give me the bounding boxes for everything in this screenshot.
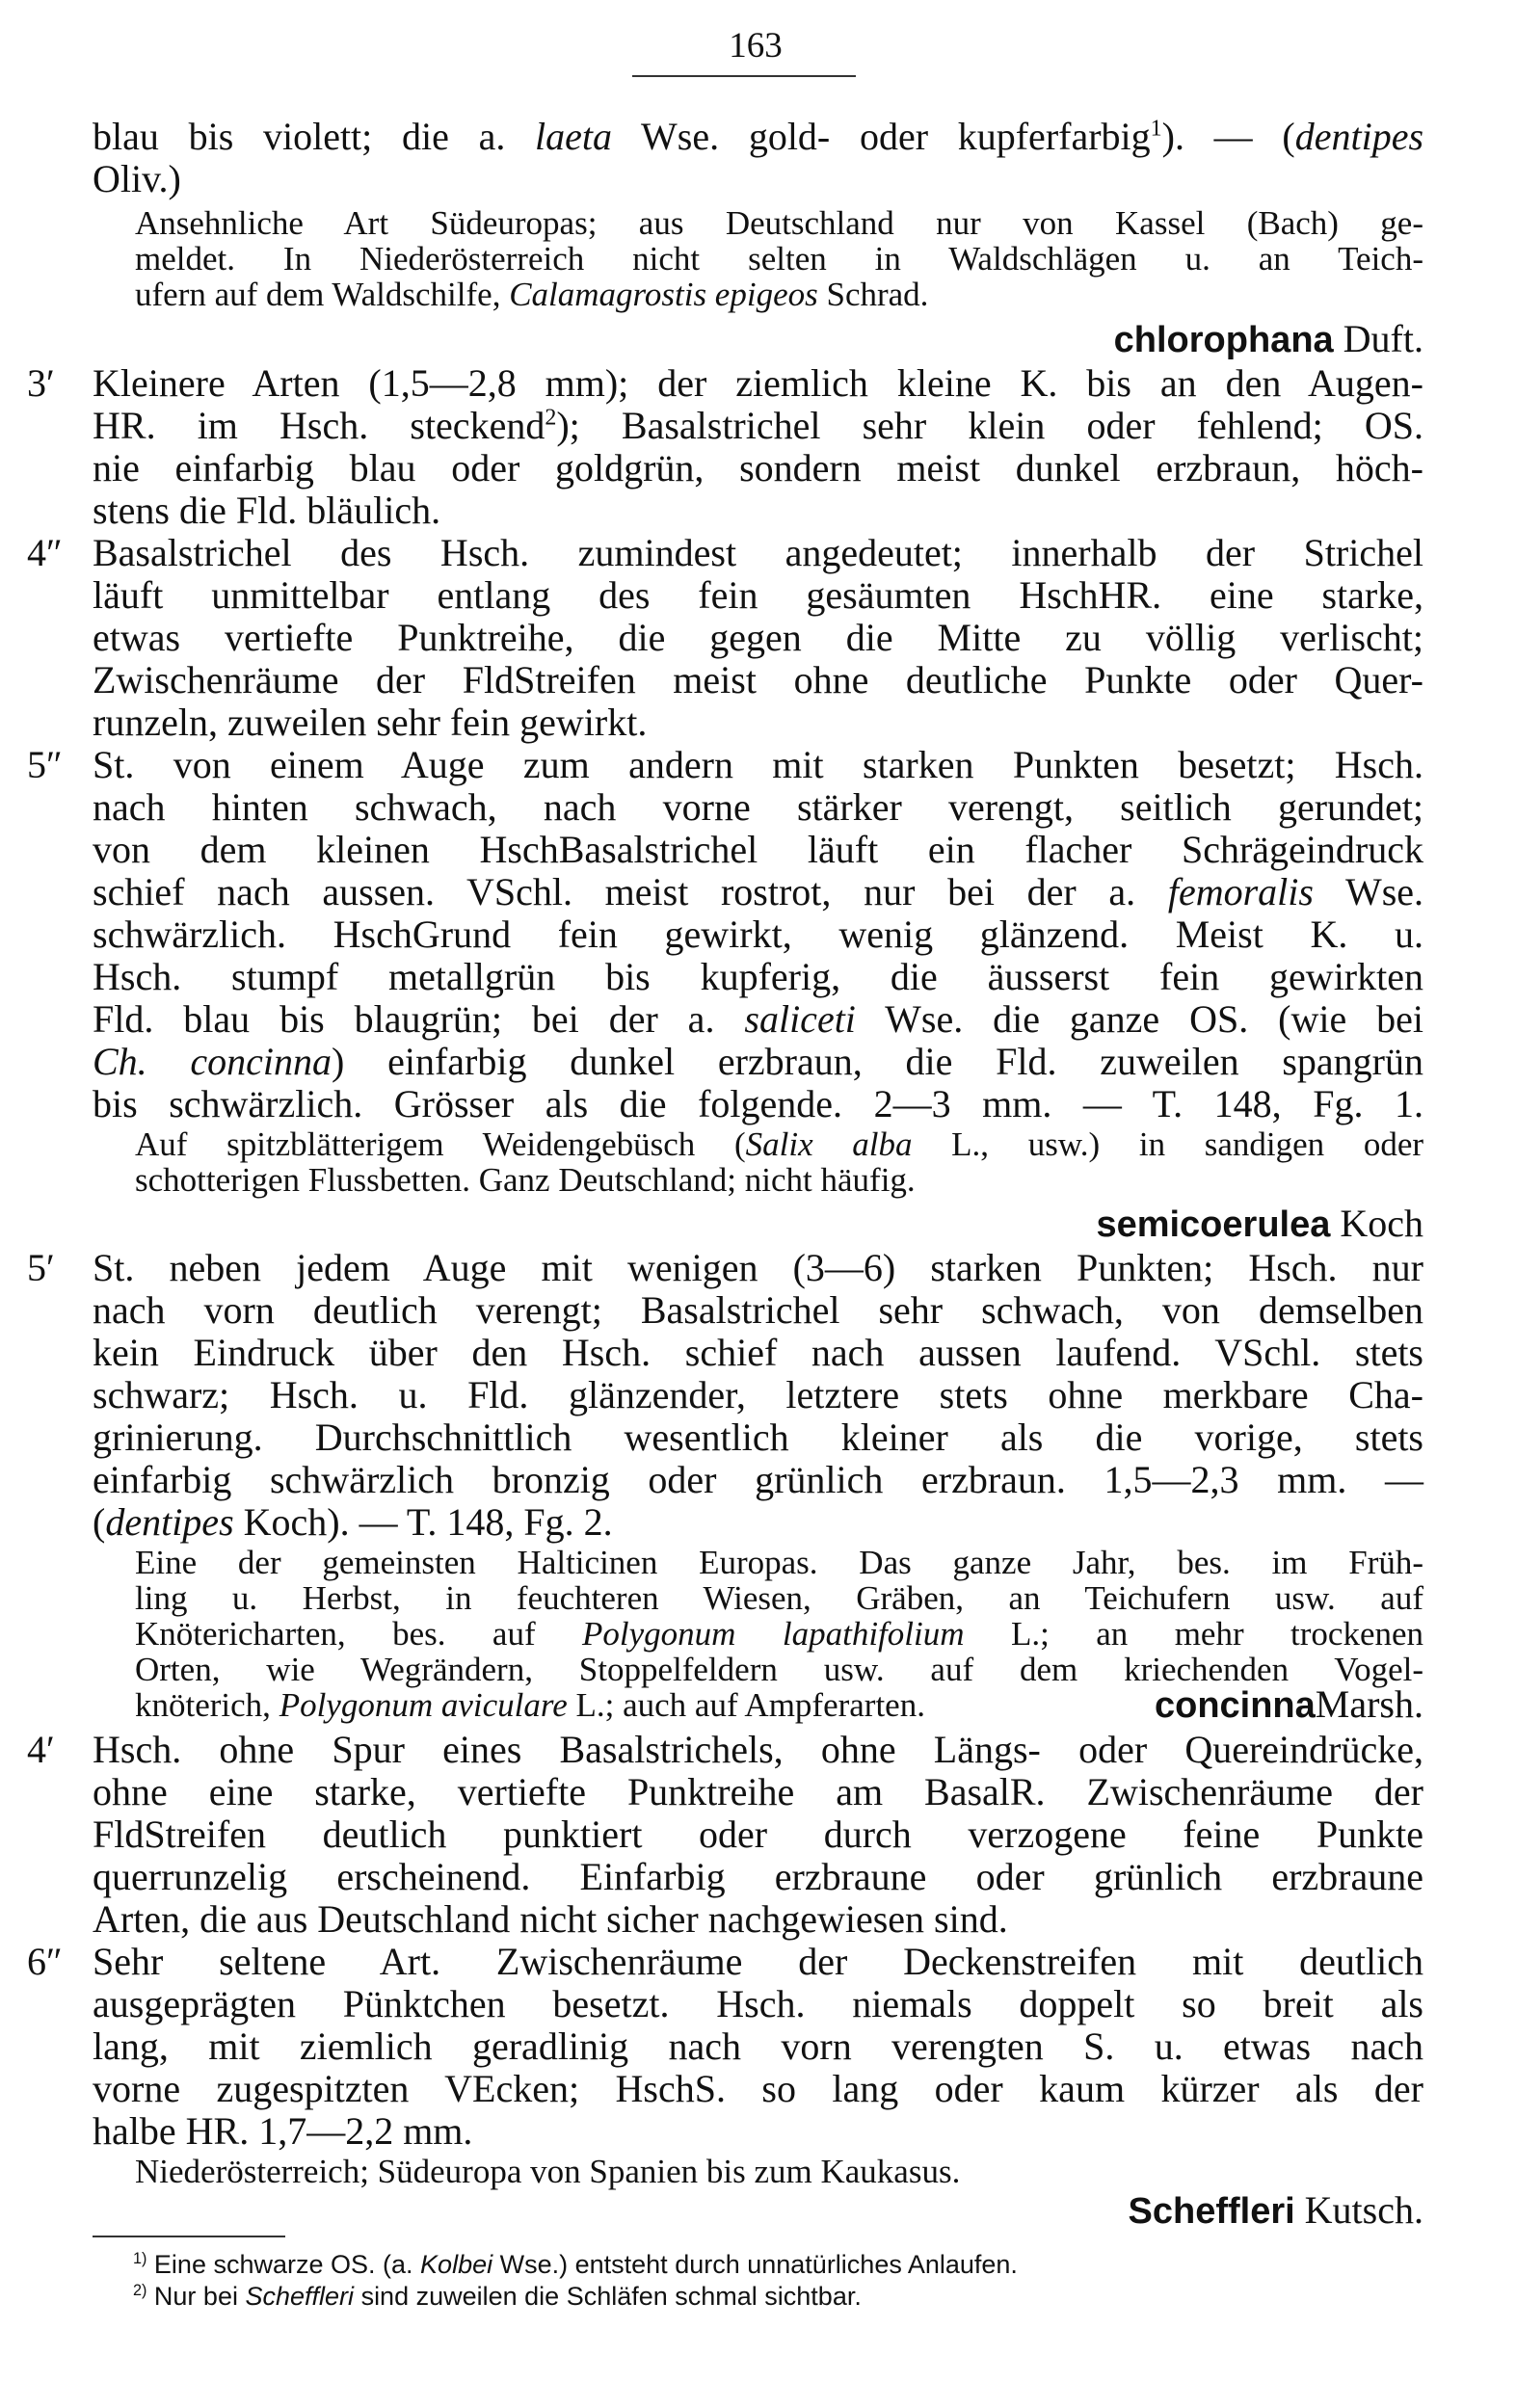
couplet-text-line: nie einfarbig blau oder goldgrün, sondern meist dunkel erzbraun, höch- bbox=[93, 446, 1423, 490]
couplet-text-line: Basalstrichel des Hsch. zumindest angedeutet; innerhalb der Strichel bbox=[93, 531, 1423, 574]
couplet-text-line: vorne zugespitzten VEcken; HschS. so lang oder kaum kürzer als der bbox=[93, 2067, 1423, 2110]
couplet-text-line: halbe HR. 1,7—2,2 mm. bbox=[93, 2109, 473, 2153]
couplet-text-line: Kleinere Arten (1,5—2,8 mm); der ziemlich kleine K. bis an den Augen- bbox=[93, 361, 1423, 405]
habitat-note-line: Knötericharten, bes. auf Polygonum lapathifolium L.; an mehr trockenen bbox=[135, 1615, 1424, 1653]
couplet-text-line: FldStreifen deutlich punktiert oder durch verzogene feine Punkte bbox=[93, 1813, 1423, 1856]
header-rule bbox=[632, 75, 856, 77]
couplet-text-line: Ch. concinna) einfarbig dunkel erzbraun, die Fld. zuweilen spangrün bbox=[93, 1040, 1423, 1083]
species-name-semicoerulea: semicoerulea Koch bbox=[1096, 1202, 1423, 1245]
couplet-text-line: St. neben jedem Auge mit wenigen (3—6) starken Punkten; Hsch. nur bbox=[93, 1246, 1423, 1289]
couplet-text-line: kein Eindruck über den Hsch. schief nach aussen laufend. VSchl. stets bbox=[93, 1331, 1423, 1374]
couplet-text-line: schief nach aussen. VSchl. meist rostrot, nur bei der a. femoralis Wse. bbox=[93, 870, 1424, 913]
couplet-text-line: einfarbig schwärzlich bronzig oder grünlich erzbraun. 1,5—2,3 mm. — bbox=[93, 1458, 1423, 1501]
couplet-text-line: Zwischenräume der FldStreifen meist ohne deutliche Punkte oder Quer- bbox=[93, 658, 1423, 701]
couplet-text-line: schwarz; Hsch. u. Fld. glänzender, letztere stets ohne merkbare Cha- bbox=[93, 1373, 1423, 1416]
species-name-concinna: concinnaMarsh. bbox=[1154, 1682, 1423, 1726]
habitat-note-line: Orten, wie Wegrändern, Stoppelfeldern usw. auf dem kriechenden Vogel- bbox=[135, 1651, 1423, 1688]
habitat-note-line: Niederösterreich; Südeuropa von Spanien bis zum Kaukasus. bbox=[135, 2153, 961, 2190]
couplet-number: 5″ bbox=[27, 743, 63, 786]
page-number: 163 bbox=[729, 26, 783, 66]
couplet-text-line: Hsch. stumpf metallgrün bis kupferig, die äusserst fein gewirkten bbox=[93, 955, 1423, 998]
couplet-text-line: läuft unmittelbar entlang des fein gesäumten HschHR. eine starke, bbox=[93, 573, 1423, 617]
footnote-1: $^{1)}$ Eine schwarze OS. (a. Kolbei Wse.) entsteht durch unnatürliches Anlaufen. bbox=[133, 2250, 1018, 2279]
habitat-note-line: Eine der gemeinsten Halticinen Europas. Das ganze Jahr, bes. im Früh- bbox=[135, 1544, 1423, 1581]
couplet-number: 6″ bbox=[27, 1940, 63, 1983]
habitat-note-line: knöterich, Polygonum aviculare L.; auch auf Ampferarten. bbox=[135, 1686, 925, 1724]
couplet-number: 3′ bbox=[27, 361, 55, 405]
habitat-note-line: ling u. Herbst, in feuchteren Wiesen, Gräben, an Teichufern usw. auf bbox=[135, 1579, 1423, 1617]
couplet-text-line: von dem kleinen HschBasalstrichel läuft ein flacher Schrägeindruck bbox=[93, 828, 1423, 871]
footnote-2: $^{2)}$ Nur bei Scheffleri sind zuweilen die Schläfen schmal sichtbar. bbox=[133, 2282, 862, 2311]
species-name-scheffleri: Scheffleri Kutsch. bbox=[1128, 2188, 1423, 2232]
intro-line-2: Oliv.) bbox=[93, 157, 181, 200]
couplet-text-line: nach hinten schwach, nach vorne stärker verengt, seitlich gerundet; bbox=[93, 785, 1423, 829]
couplet-text-line: Hsch. ohne Spur eines Basalstrichels, ohne Längs- oder Quereindrücke, bbox=[93, 1728, 1423, 1771]
couplet-text-line: lang, mit ziemlich geradlinig nach vorn verengten S. u. etwas nach bbox=[93, 2024, 1423, 2068]
couplet-text-line: schwärzlich. HschGrund fein gewirkt, wenig glänzend. Meist K. u. bbox=[93, 913, 1423, 956]
couplet-text-line: St. von einem Auge zum andern mit starken Punkten besetzt; Hsch. bbox=[93, 743, 1423, 786]
couplet-text-line: stens die Fld. bläulich. bbox=[93, 489, 441, 532]
couplet-text-line: bis schwärzlich. Grösser als die folgende. 2—3 mm. — T. 148, Fg. 1. bbox=[93, 1082, 1423, 1125]
couplet-text-line: (dentipes Koch). — T. 148, Fg. 2. bbox=[93, 1500, 613, 1544]
intro-line-1: blau bis violett; die a. laeta Wse. gold- oder kupferfarbig$^1$). — (dentipes bbox=[93, 115, 1424, 158]
intro-note-line-3: ufern auf dem Waldschilfe, Calamagrostis epigeos Schrad. bbox=[135, 276, 929, 313]
couplet-text-line: etwas vertiefte Punktreihe, die gegen die Mitte zu völlig verlischt; bbox=[93, 616, 1423, 659]
couplet-text-line: runzeln, zuweilen sehr fein gewirkt. bbox=[93, 701, 648, 744]
couplet-number: 4′ bbox=[27, 1728, 55, 1771]
couplet-number: 5′ bbox=[27, 1246, 55, 1289]
species-name-chlorophana: chlorophana Duft. bbox=[1113, 317, 1423, 360]
intro-note-line-2: meldet. In Niederösterreich nicht selten in Waldschlägen u. an Teich- bbox=[135, 240, 1423, 278]
couplet-text-line: Arten, die aus Deutschland nicht sicher nachgewiesen sind. bbox=[93, 1897, 1008, 1941]
footnote-rule bbox=[93, 2236, 285, 2237]
couplet-text-line: nach vorn deutlich verengt; Basalstrichel sehr schwach, von demselben bbox=[93, 1288, 1423, 1332]
couplet-text-line: querrunzelig erscheinend. Einfarbig erzbraune oder grünlich erzbraune bbox=[93, 1855, 1423, 1898]
couplet-text-line: Sehr seltene Art. Zwischenräume der Deckenstreifen mit deutlich bbox=[93, 1940, 1423, 1983]
couplet-text-line: HR. im Hsch. steckend$^2$); Basalstrichel sehr klein oder fehlend; OS. bbox=[93, 404, 1423, 447]
habitat-note-line: Auf spitzblätterigem Weidengebüsch (Salix alba L., usw.) in sandigen oder bbox=[135, 1125, 1424, 1163]
couplet-text-line: grinierung. Durchschnittlich wesentlich kleiner als die vorige, stets bbox=[93, 1416, 1423, 1459]
couplet-text-line: Fld. blau bis blaugrün; bei der a. saliceti Wse. die ganze OS. (wie bei bbox=[93, 997, 1424, 1041]
couplet-number: 4″ bbox=[27, 531, 63, 574]
couplet-text-line: ausgeprägten Pünktchen besetzt. Hsch. niemals doppelt so breit als bbox=[93, 1982, 1423, 2025]
habitat-note-line: schotterigen Flussbetten. Ganz Deutschland; nicht häufig. bbox=[135, 1161, 916, 1199]
couplet-text-line: ohne eine starke, vertiefte Punktreihe am BasalR. Zwischenräume der bbox=[93, 1770, 1423, 1813]
intro-note-line-1: Ansehnliche Art Südeuropas; aus Deutschland nur von Kassel (Bach) ge- bbox=[135, 204, 1423, 242]
